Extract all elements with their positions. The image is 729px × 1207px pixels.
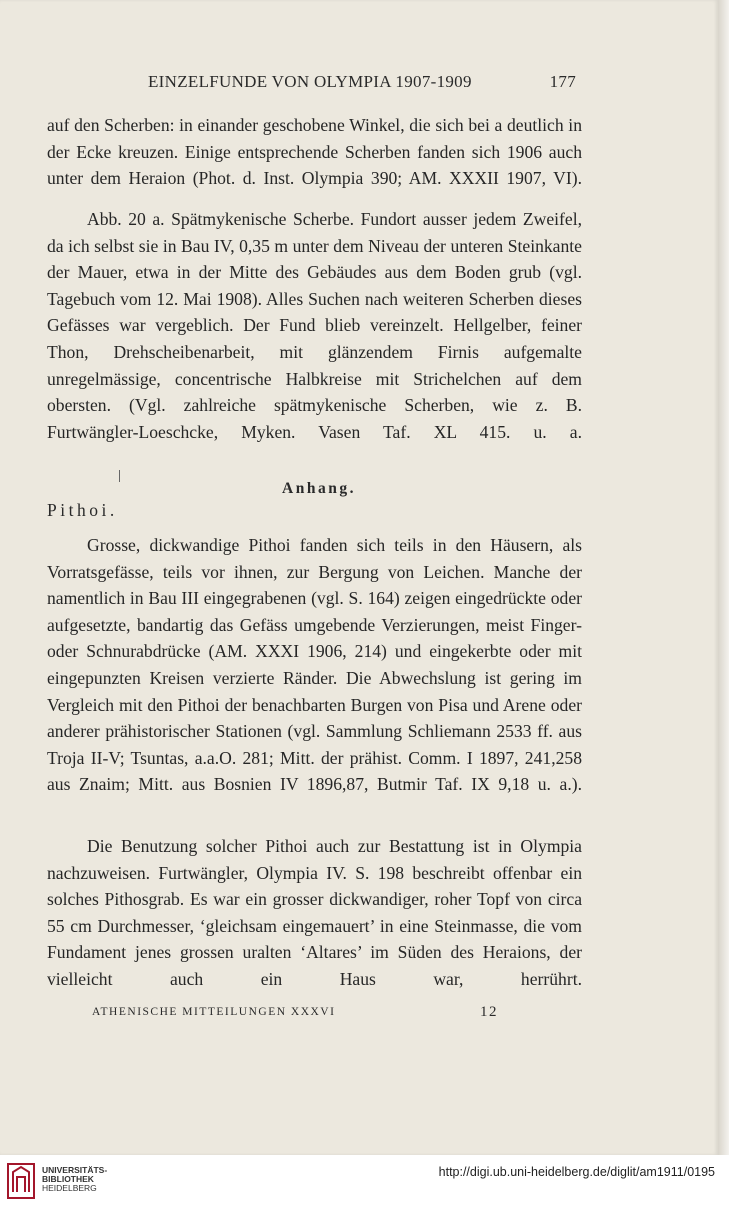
running-head [0,72,718,96]
signature-mark: 12 [480,1004,498,1020]
running-head-title: EINZELFUNDE VON OLYMPIA 1907-1909 [148,72,472,91]
library-logo-icon [6,1162,36,1200]
viewer-footer [0,1155,729,1207]
journal-name: ATHENISCHE MITTEILUNGEN XXXVI [92,1006,336,1018]
paragraph-2: Abb. 20 a. Spätmykenische Scherbe. Fundort ausser jedem Zweifel, da ich selbst sie in Bau IV, 0,35 m unter dem Niveau der unteren Steinkante der Mauer, etwa in der Mitte des Gebäudes aus dem Boden grub (vgl. Tagebuch vom 12. Mai 1908). Alles Suchen nach weiteren Scherben dieses Gefässes war vergeblich. Der Fund blieb vereinzelt. Hellgelber, feiner Thon, Drehscheibenarbeit, mit glänzendem Firnis aufgemalte unregelmässige, concentrische Halbkreise mit Strichelchen auf dem obersten. (Vgl. zahlreiche spätmykenische Scherben, wie z. B. Furtwängler-Loeschcke, Myken. Vasen Taf. XL 415. u. a. [47,209,582,442]
section-heading: Anhang. [282,480,356,497]
permalink-url[interactable]: http://digi.ub.uni-heidelberg.de/diglit/am1911/0195 [438,1165,715,1179]
page-edge [718,0,729,1155]
paragraph-1: auf den Scherben: in einander geschobene Winkel, die sich bei a deutlich in der Ecke kreuzen. Einige entsprechende Scherben fanden sich 1906 auch unter dem Heraion (Phot. d. Inst. Olympia 390; AM. XXXII 1907, VI). [47,115,582,189]
subsection-heading: Pithoi. [47,500,118,520]
library-name-line-1: UNIVERSITÄTS- [42,1165,108,1175]
printer-signature-line [0,1006,718,1026]
page-number: 177 [549,72,576,91]
library-name [42,1166,107,1193]
paragraph-4: Die Benutzung solcher Pithoi auch zur Bestattung ist in Olympia nachzuweisen. Furtwängler, Olympia IV. S. 198 beschreibt offenbar ein solches Pithosgrab. Es war ein grosser dickwandiger, roher Topf von circa 55 cm Durchmesser, ‘gleichsam eingemauert’ in eine Steinmasse, die vom Fundament jenes grossen uralten ‘Altares’ im Süden des Heraions, der vielleicht auch ein Haus war, herrührt. [47,836,582,989]
library-name-line-3: HEIDELBERG [42,1183,97,1193]
paragraph-3: Grosse, dickwandige Pithoi fanden sich teils in den Häusern, als Vorratsgefässe, teils vor ihnen, zur Bergung von Leichen. Manche der namentlich in Bau III eingegrabenen (vgl. S. 164) zeigen eingedrückte oder aufgesetzte, bandartig das Gefäss umgebende Verzierungen, meist Finger- oder Schnurabdrücke (AM. XXXI 1906, 214) und eingekerbte oder mit eingepunzten Kreisen verzierte Ränder. Die Abwechslung ist gering im Vergleich mit den Pithoi der benachbarten Burgen von Pisa und Arene oder anderer prähistorischer Stationen (vgl. Sammlung Schliemann 2533 ff. aus Troja II-V; Tsuntas, a.a.O. 281; Mitt. der prähist. Comm. I 1897, 241,258 aus Znaim; Mitt. aus Bosnien IV 1896,87, Butmir Taf. IX 9,18 u. a.). [47,535,582,795]
library-name-line-2: BIBLIOTHEK [42,1174,94,1184]
